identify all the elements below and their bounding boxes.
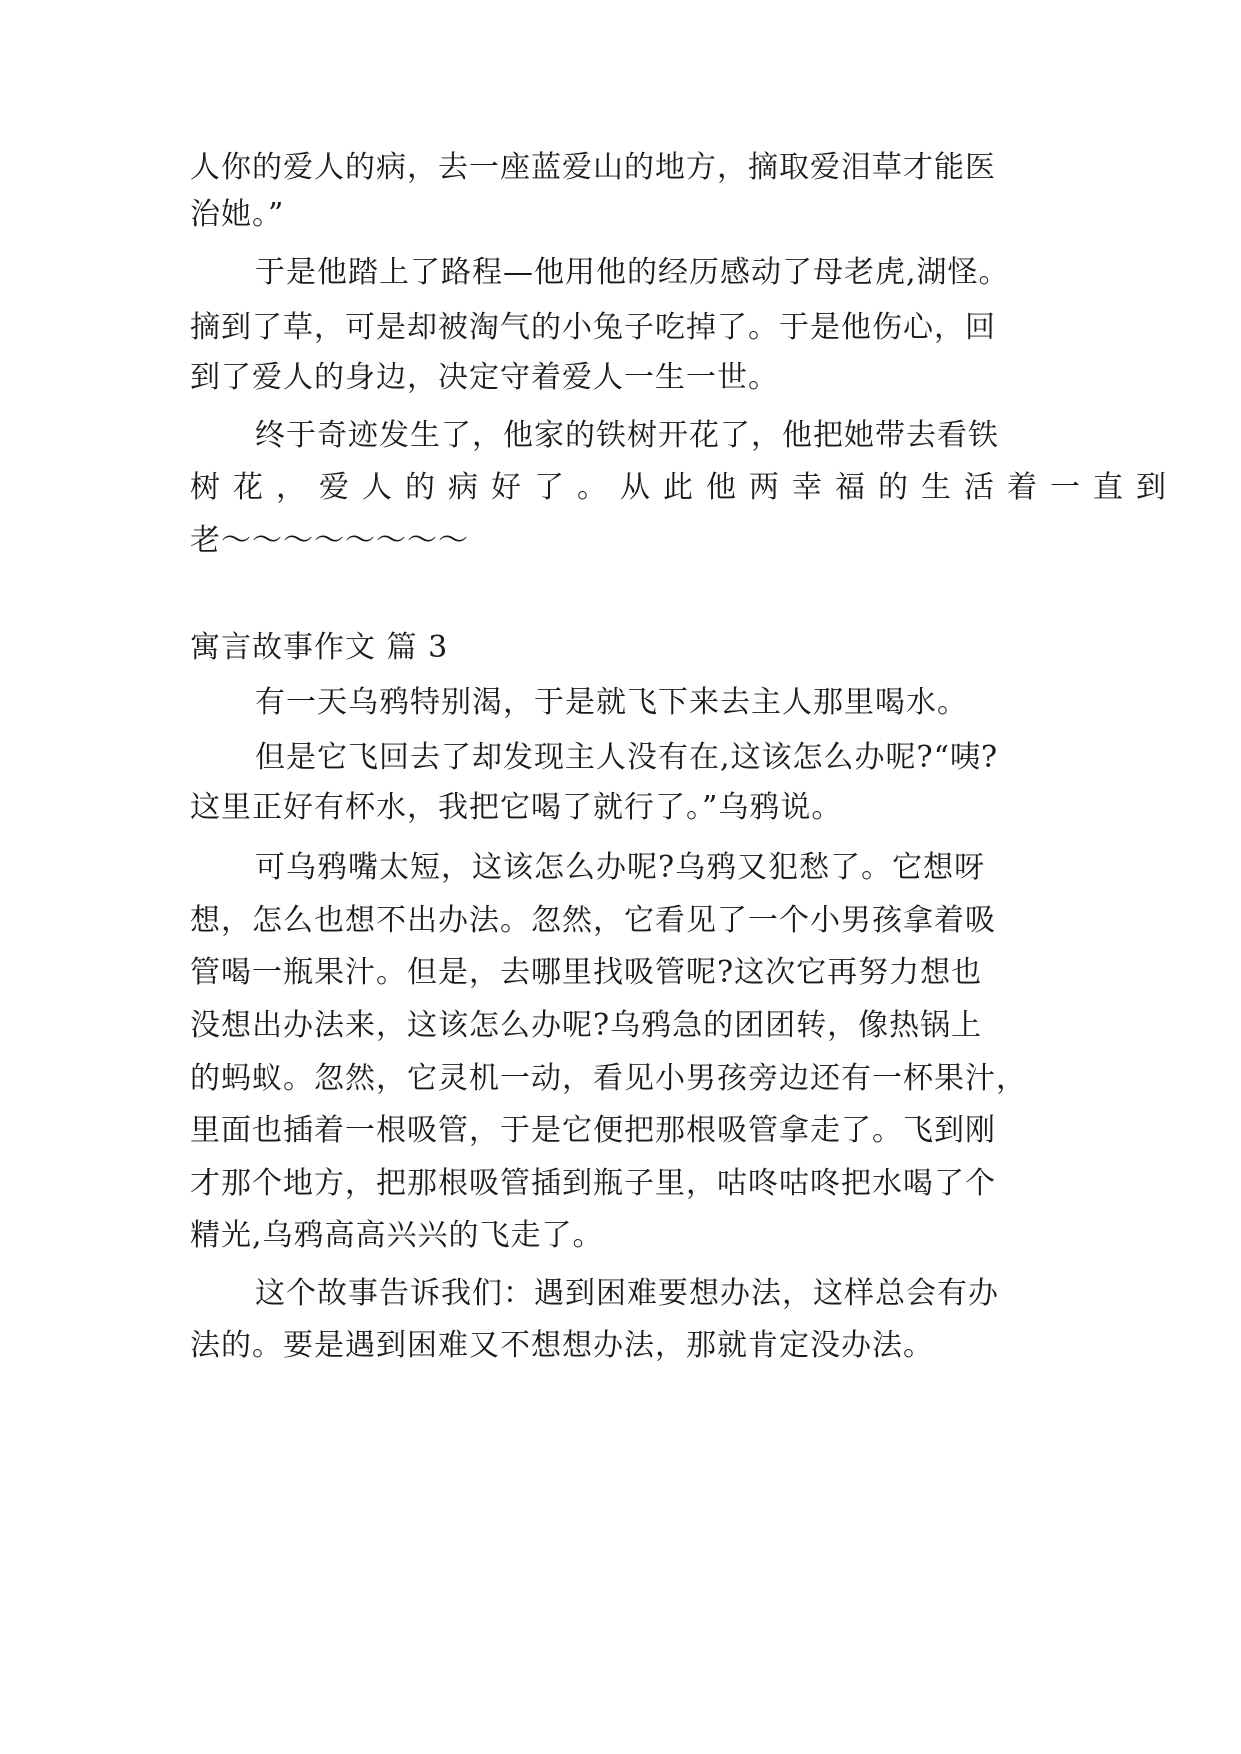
paragraph-first-line: 但是它飞回去了却发现主人没有在,这该怎么办呢?“咦? — [255, 740, 999, 775]
text-line: 才那个地方，把那根吸管插到瓶子里，咕咚咕咚把水喝了个 — [190, 1166, 996, 1201]
justified-text-line — [190, 468, 1179, 508]
paragraph-first-line: 有一天乌鸦特别渴，于是就飞下来去主人那里喝水。 — [255, 685, 968, 720]
text-line: 精光,乌鸦高高兴兴的飞走了。 — [190, 1218, 604, 1253]
paragraph-first-line: 这个故事告诉我们：遇到困难要想办法，这样总会有办 — [255, 1276, 999, 1311]
text-line: 里面也插着一根吸管，于是它便把那根吸管拿走了。飞到刚 — [190, 1113, 996, 1148]
text-line: 治她。” — [190, 197, 285, 232]
text-line: 老～～～～～～～～ — [190, 523, 469, 558]
text-line: 这里正好有杯水，我把它喝了就行了。”乌鸦说。 — [190, 790, 843, 825]
paragraph-first-line: 可乌鸦嘴太短，这该怎么办呢?乌鸦又犯愁了。它想呀 — [255, 850, 986, 885]
paragraph-first-line: 于是他踏上了路程—他用他的经历感动了母老虎,湖怪。 — [255, 255, 1010, 290]
text-line: 人你的爱人的病，去一座蓝爱山的地方，摘取爱泪草才能医 — [190, 150, 996, 185]
paragraph-first-line: 终于奇迹发生了，他家的铁树开花了，他把她带去看铁 — [255, 418, 999, 453]
text-line: 想，怎么也想不出办法。忽然，它看见了一个小男孩拿着吸 — [190, 903, 996, 938]
section-heading: 寓言故事作文 篇 3 — [190, 630, 449, 665]
text-line: 法的。要是遇到困难又不想想办法，那就肯定没办法。 — [190, 1328, 934, 1363]
text-line: 的蚂蚁。忽然，它灵机一动，看见小男孩旁边还有一杯果汁， — [190, 1061, 1027, 1096]
text-line: 到了爱人的身边，决定守着爱人一生一世。 — [190, 360, 779, 395]
text-line: 摘到了草，可是却被淘气的小兔子吃掉了。于是他伤心，回 — [190, 310, 996, 345]
text-line: 树花，爱人的病好了。从此他两幸福的生活着一直到 — [190, 470, 1179, 505]
text-line: 管喝一瓶果汁。但是，去哪里找吸管呢?这次它再努力想也 — [190, 955, 983, 990]
text-line: 没想出办法来，这该怎么办呢?乌鸦急的团团转，像热锅上 — [190, 1008, 983, 1043]
